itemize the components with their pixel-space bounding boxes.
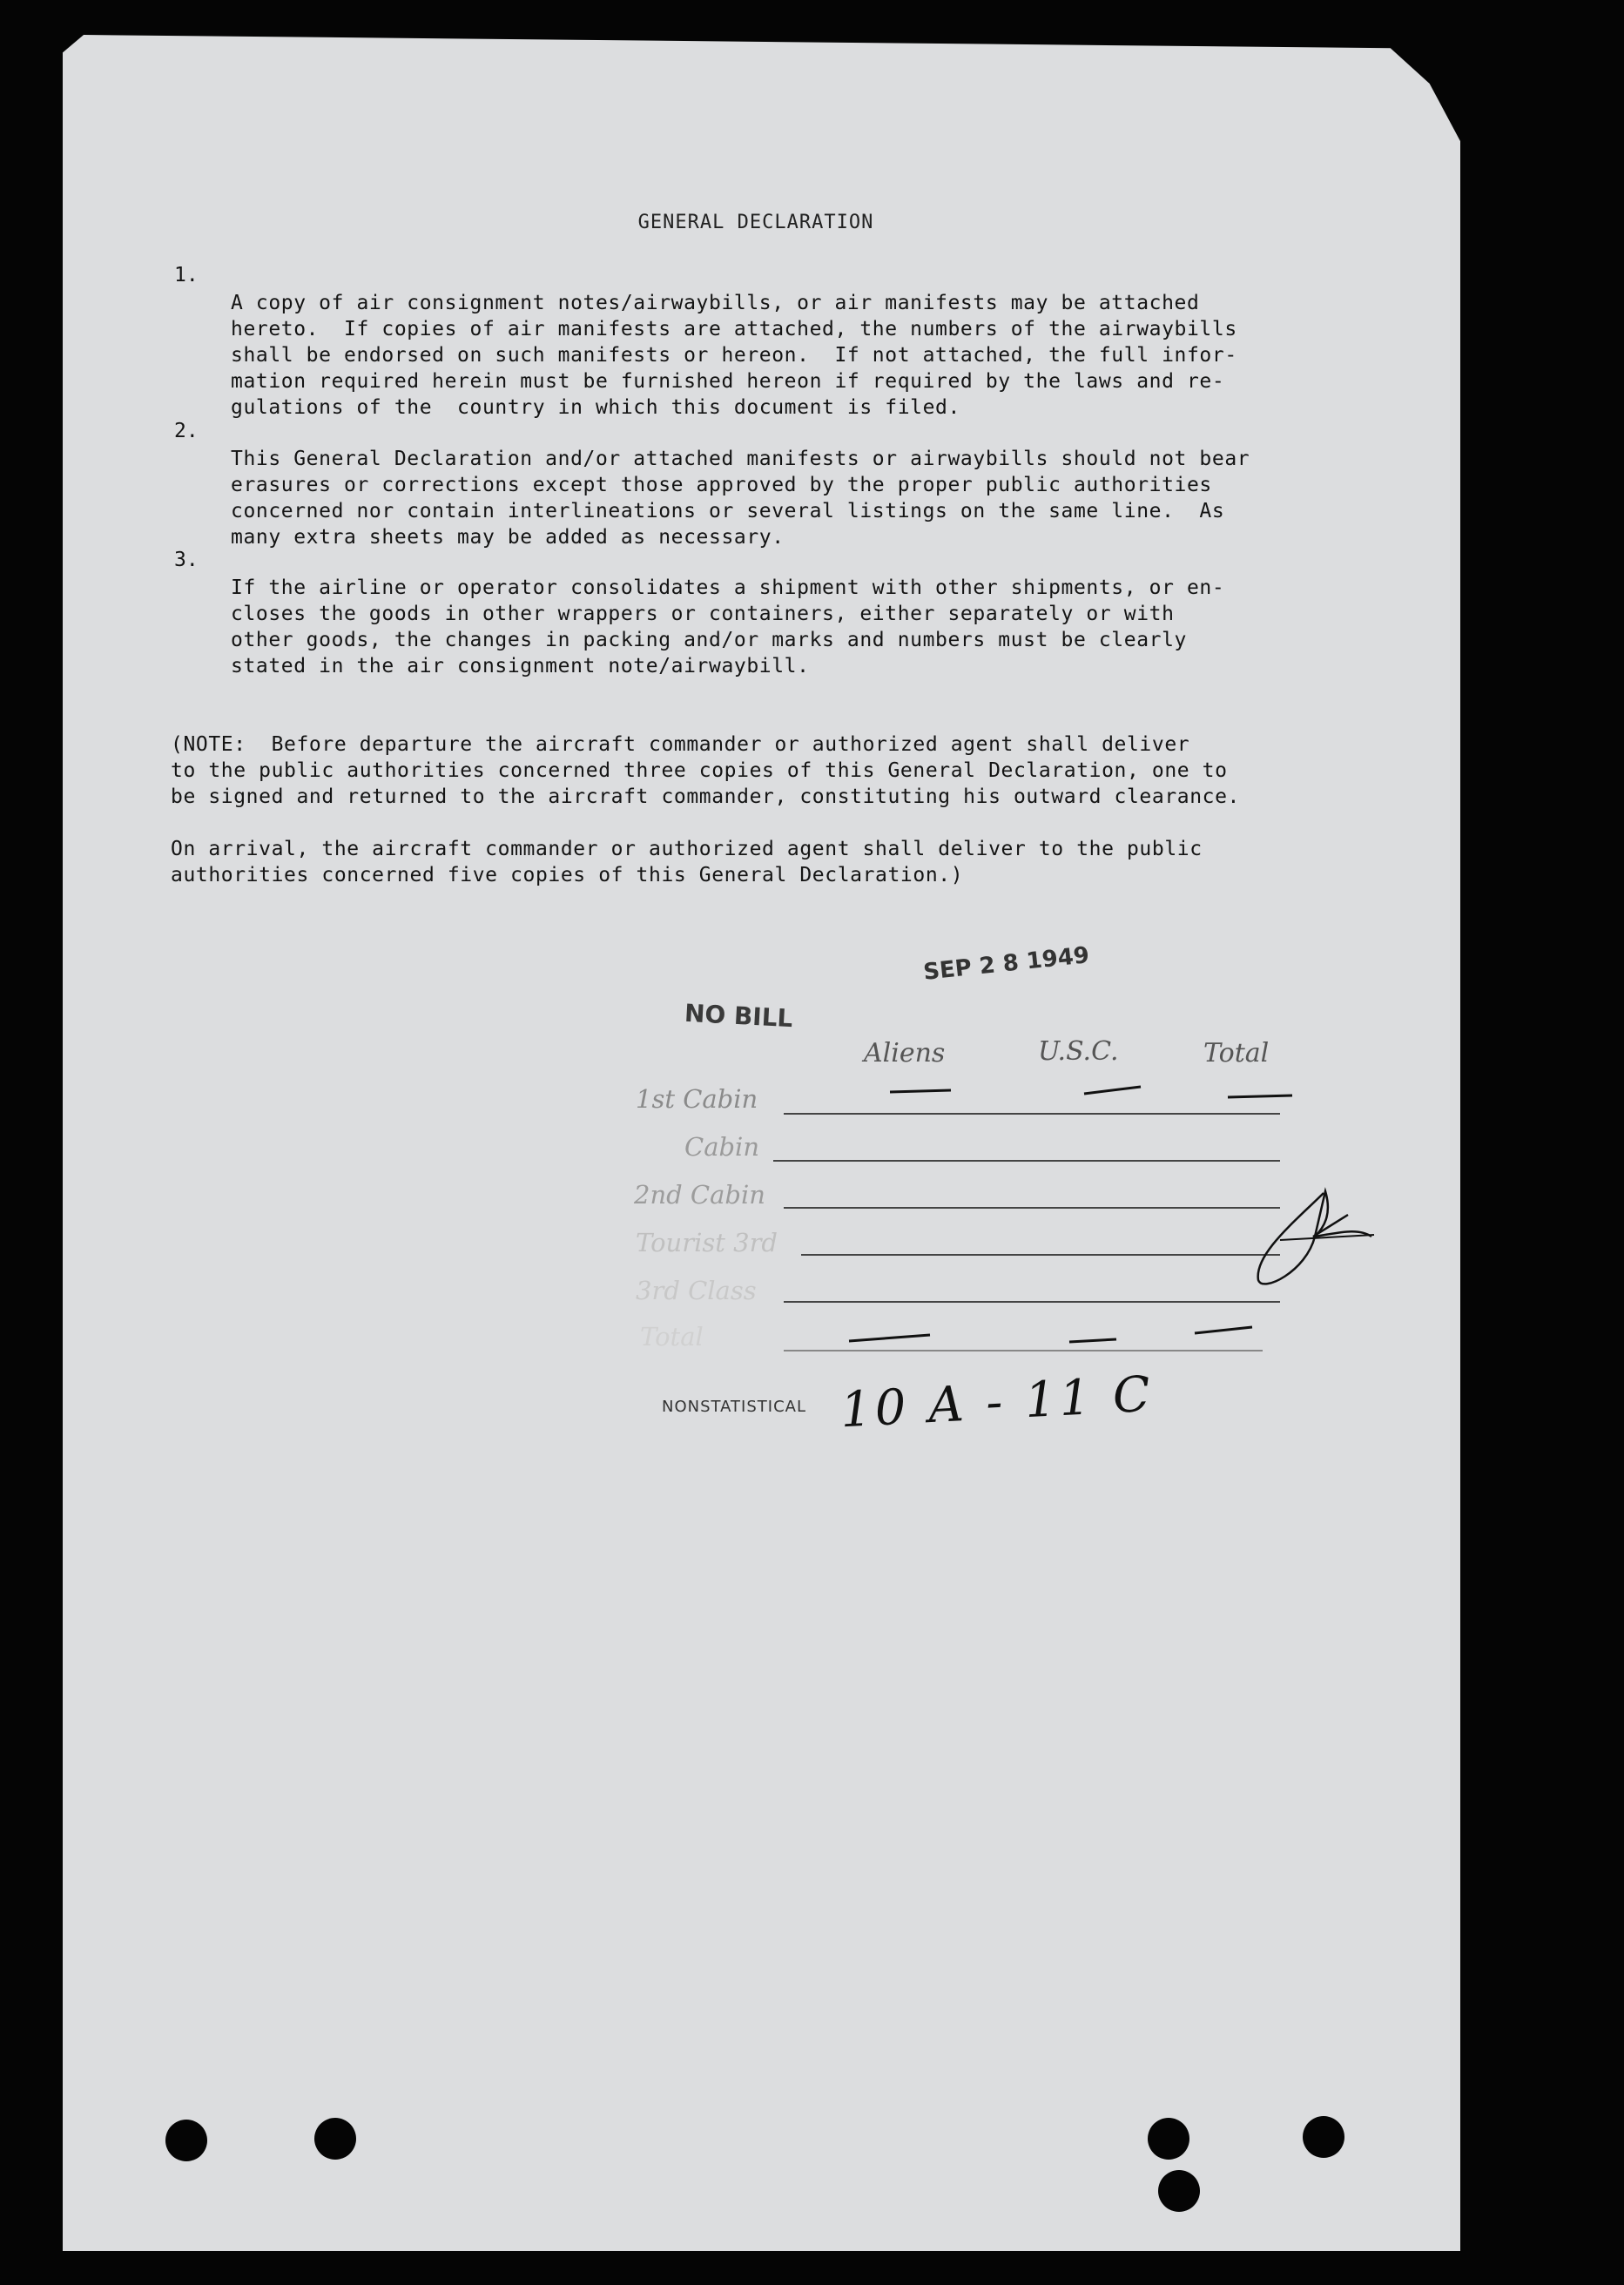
item-2-line: many extra sheets may be added as necessary. [231, 526, 785, 549]
nonstatistical-stamp: NONSTATISTICAL [662, 1398, 806, 1416]
row-label-cabin: Cabin [684, 1132, 759, 1162]
row-label-1st-cabin: 1st Cabin [636, 1084, 758, 1114]
item-number-2: 2. [174, 420, 199, 442]
item-3-line: stated in the air consignment note/airwaybill. [231, 655, 810, 677]
note-line: be signed and returned to the aircraft commander, constituting his outward clearance. [171, 785, 1241, 808]
punch-hole [1148, 2118, 1189, 2160]
column-total: Total [1203, 1038, 1270, 1068]
item-1-line: A copy of air consignment notes/airwaybills, or air manifests may be attached [231, 292, 1200, 314]
item-number-1: 1. [174, 264, 199, 286]
arrival-line: authorities concerned five copies of this General Declaration.) [171, 864, 964, 886]
item-3-line: If the airline or operator consolidates a shipment with other shipments, or en- [231, 576, 1225, 599]
column-aliens: Aliens [864, 1038, 946, 1068]
no-bill-stamp: NO BILL [684, 998, 794, 1034]
row-label-3rd-class: 3rd Class [636, 1276, 757, 1305]
item-3-line: closes the goods in other wrappers or containers, either separately or with [231, 603, 1175, 625]
item-2-line: concerned nor contain interlineations or several listings on the same line. As [231, 500, 1225, 522]
note-line: to the public authorities concerned three copies of this General Declaration, one to [171, 759, 1228, 782]
column-usc: U.S.C. [1038, 1036, 1119, 1067]
document-title: GENERAL DECLARATION [637, 212, 874, 233]
item-1-line: mation required herein must be furnished hereon if required by the laws and re- [231, 370, 1225, 393]
punch-hole [1303, 2116, 1344, 2158]
item-number-3: 3. [174, 549, 199, 571]
note-line: (NOTE: Before departure the aircraft commander or authorized agent shall deliver [171, 733, 1190, 756]
punch-hole [1158, 2170, 1200, 2212]
handwritten-code: 10 A - 11 C [839, 1365, 1156, 1439]
item-1-line: gulations of the country in which this document is filed. [231, 396, 960, 419]
punch-hole [165, 2120, 207, 2161]
row-label-tourist-3rd: Tourist 3rd [636, 1228, 778, 1257]
punch-hole [314, 2118, 356, 2160]
item-1-line: shall be endorsed on such manifests or hereon. If not attached, the full infor- [231, 344, 1237, 367]
item-3-line: other goods, the changes in packing and/or marks and numbers must be clearly [231, 629, 1187, 651]
item-1-line: hereto. If copies of air manifests are attached, the numbers of the airwaybills [231, 318, 1237, 340]
date-stamp: SEP 2 8 1949 [921, 942, 1091, 986]
row-label-2nd-cabin: 2nd Cabin [634, 1180, 765, 1210]
arrival-line: On arrival, the aircraft commander or authorized agent shall deliver to the public [171, 838, 1203, 860]
item-2-line: This General Declaration and/or attached manifests or airwaybills should not bear [231, 448, 1250, 470]
item-2-line: erasures or corrections except those approved by the proper public authorities [231, 474, 1212, 496]
row-label-total: Total [640, 1322, 704, 1351]
